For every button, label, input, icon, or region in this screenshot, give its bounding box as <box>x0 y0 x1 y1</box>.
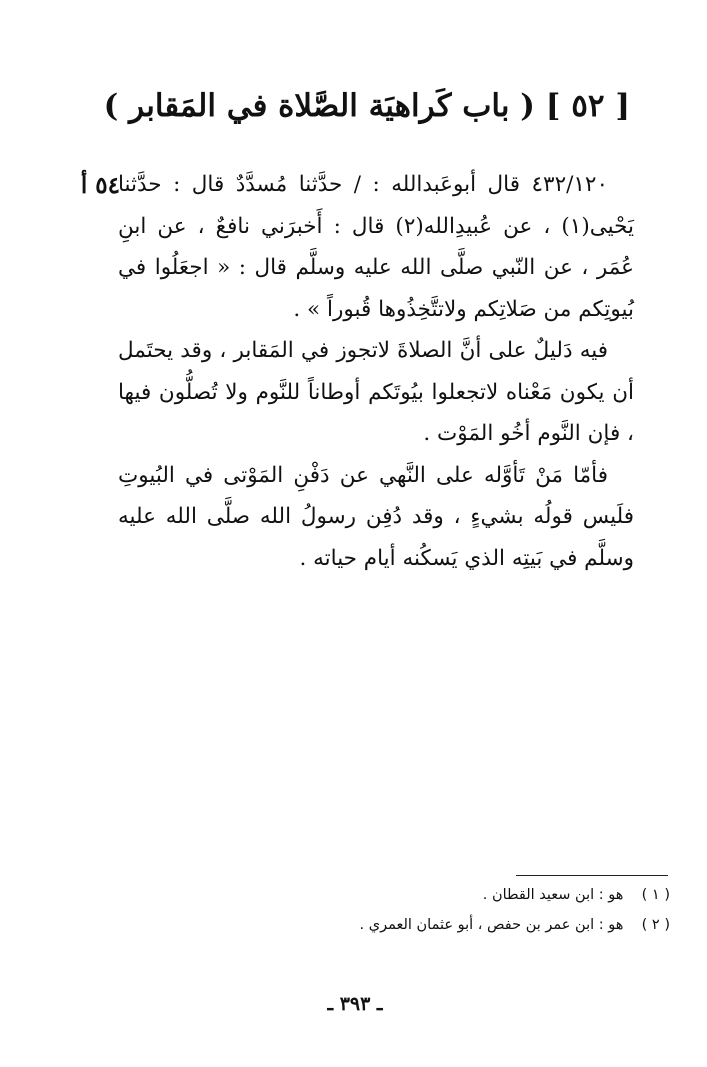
footnote-number: ( ٢ ) <box>641 917 670 933</box>
page-number: ـ ٣٩٣ ـ <box>327 993 383 1015</box>
footnote <box>260 880 670 910</box>
commentary-paragraph: فيه دَليلٌ على أنَّ الصلاةَ لاتجوز في المَقابر ، وقد يحتَمل أن يكون مَعْناه لاتجعلوا بيُوتَكم أوطاناً للنَّوم ولا تُصلُّون فيها ، فإن النَّوم أخُو المَوْت . <box>118 338 634 446</box>
manuscript-folio-reference: ٥٤ أ <box>80 172 120 199</box>
footnote-divider <box>516 875 668 876</box>
main-text <box>118 164 634 579</box>
hadith-paragraph <box>118 164 634 330</box>
footnote-text: هو : ابن سعيد القطان . <box>482 887 624 903</box>
chapter-title: [ ٥٢ ] ( باب كَراهيَة الصَّلاة في المَقابر ) <box>103 88 630 124</box>
footnote-text: هو : ابن عمر بن حفص ، أبو عثمان العمري . <box>359 917 624 933</box>
hadith-number: ٤٣٢/١٢٠ <box>531 172 608 197</box>
footnote <box>260 910 670 940</box>
commentary-paragraph: فأمّا مَنْ تَأوَّله على النَّهي عن دَفْنِ المَوْتى في البُيوتِ فلَيس قولُه بشيءٍ ، وقد دُفِن رسولُ الله صلَّى الله عليه وسلَّم في بَيتِه الذي يَسكُنه أيام حياته . <box>118 462 634 571</box>
hadith-text: قال أبوعَبدالله : / حدَّثنا مُسدَّدٌ قال : حدَّثنا يَحْيى(١) ، عن عُبيدِالله(٢) قال : أَخبرَني نافعٌ ، عن ابنِ عُمَر ، عن النّبي صلَّى الله عليه وسلَّم قال : « اجعَلُوا في بُيوتِكم من صَلاتِكم ولاتتَّخِذُوها قُبوراً » . <box>118 172 635 322</box>
footnote-number: ( ١ ) <box>641 887 670 903</box>
footnotes <box>260 880 670 940</box>
